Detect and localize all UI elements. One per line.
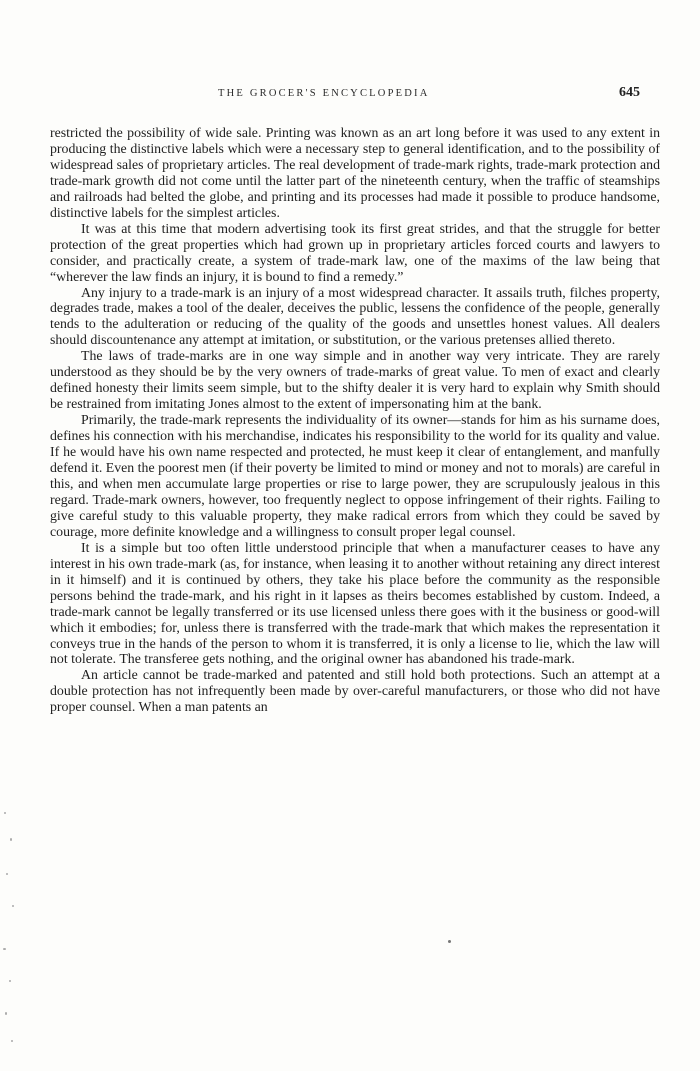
scan-speck — [10, 838, 12, 841]
paragraph: It was at this time that modern advertising took its first great strides, and that the struggle for better protection of the great properties which had grown up in proprietary articles forced courts and lawyers to consider, and practically create, a system of trade-mark law, one of the maxims of the law being that “wherever the law finds an injury, it is bound to find a remedy.” — [50, 220, 660, 284]
paragraph: restricted the possibility of wide sale. Printing was known as an art long before it was used to any extent in producing the distinctive labels which were a necessary step to general identification, and to the possibility of widespread sales of proprietary articles. The real development of trade-mark rights, trade-mark protection and trade-mark growth did not come until the latter part of the nineteenth century, when the traffic of steamships and railroads had belted the globe, and printing and its processes had made it possible to produce handsome, distinctive labels for the simplest articles. — [50, 125, 660, 220]
paragraph: The laws of trade-marks are in one way simple and in another way very intricate. They are rarely understood as they should be by the very owners of trade-marks of great value. To men of exact and clearly defined honesty their limits seem simple, but to the shifty dealer it is very hard to explain why Smith should be restrained from imitating Jones almost to the extent of impersonating him at the bank. — [50, 348, 660, 412]
scan-speck — [5, 1012, 7, 1015]
scan-speck — [11, 1040, 13, 1042]
scan-speck — [3, 948, 6, 950]
paragraph: It is a simple but too often little understood principle that when a manufacturer ceases to have any interest in his own trade-mark (as, for instance, when leasing it to another without retaining any direct interest in it himself) and it is continued by others, they take his place before the community as the responsible persons behind the trade-mark, and his right in it lapses as theirs becomes established by custom. Indeed, a trade-mark cannot be legally transferred or its use licensed unless there goes with it the business or good-will which it embodies; for, unless there is transferred with the trade-mark that which makes the representation it conveys true in the hands of the person to whom it is transferred, it is only a license to lie, which the law will not tolerate. The transferee gets nothing, and the original owner has abandoned his trade-mark. — [50, 539, 660, 667]
scan-speck — [4, 812, 6, 814]
paragraph: An article cannot be trade-marked and patented and still hold both protections. Such an attempt at a double protection has not infrequently been made by over-careful manufacturers, or those who did not have proper counsel. When a man patents an — [50, 667, 660, 715]
paragraph: Any injury to a trade-mark is an injury of a most widespread character. It assails truth, filches property, degrades trade, makes a tool of the dealer, deceives the public, lessens the confidence of the people, generally tends to the adulteration or reducing of the quality of the goods and unsettles honest values. All dealers should discountenance any attempt at imitation, or substitution, or the various pretenses allied thereto. — [50, 284, 660, 348]
scan-speck — [448, 940, 451, 943]
page-header — [0, 85, 700, 108]
running-title: THE GROCER'S ENCYCLOPEDIA — [218, 88, 430, 99]
scan-speck — [6, 873, 8, 875]
page-number: 645 — [619, 85, 640, 100]
body-text — [50, 125, 660, 715]
paragraph: Primarily, the trade-mark represents the individuality of its owner—stands for him as his surname does, defines his connection with his merchandise, indicates his responsibility to the world for its quality and value. If he would have his own name respected and protected, he must keep it clear of entanglement, and manfully defend it. Even the poorest men (if their poverty be limited to mind or money and not to morals) are careful in this, and when men accumulate large properties or rise to large power, they are scrupulously jealous in this regard. Trade-mark owners, however, too frequently neglect to oppose infringement of their rights. Failing to give careful study to this valuable property, they make radical errors from which they could be saved by courage, more definite knowledge and a willingness to consult proper legal counsel. — [50, 412, 660, 539]
scan-speck — [9, 980, 11, 982]
scan-speck — [12, 905, 14, 907]
